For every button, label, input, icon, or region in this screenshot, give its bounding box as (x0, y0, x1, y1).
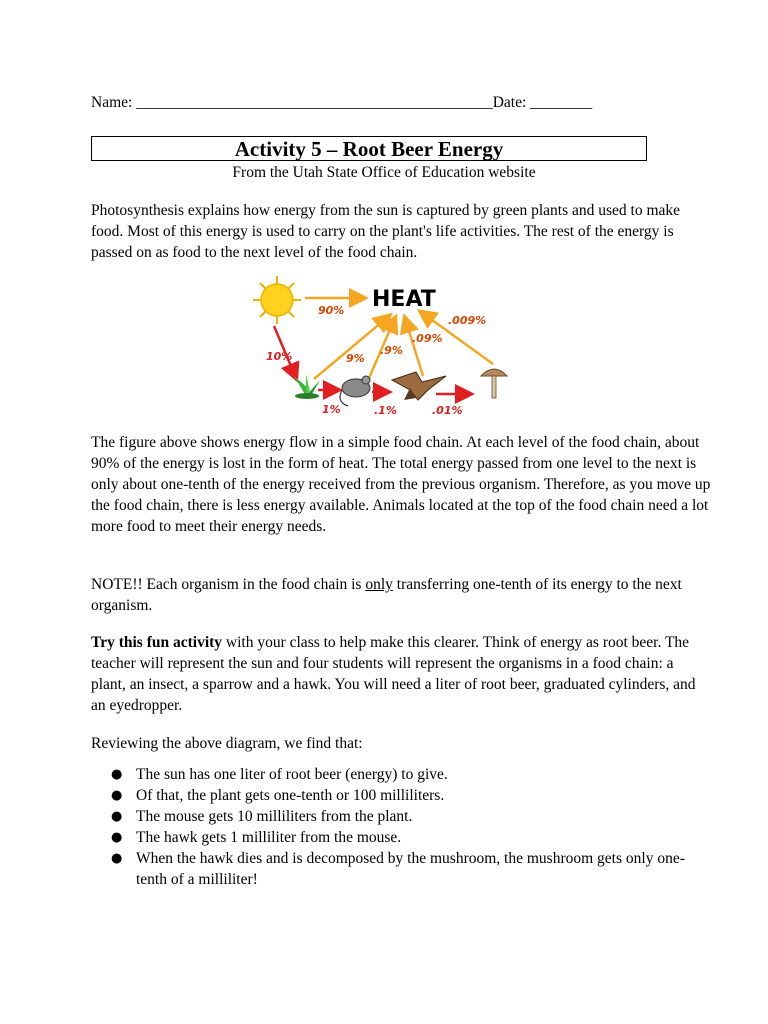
name-label: Name: (91, 94, 133, 111)
name-blank: ______________________________________________ (136, 94, 493, 111)
note-before: NOTE!! Each organism in the food chain is (91, 576, 366, 593)
heat-label: HEAT (372, 287, 436, 312)
label-mushroom-heat: .009% (448, 314, 487, 327)
food-chain-diagram (250, 276, 520, 418)
activity-bold: Try this fun activity (91, 634, 223, 651)
hawk-heat-arrow (405, 318, 423, 376)
label-hawk-mushroom: .01% (432, 404, 463, 417)
list-item: ● When the hawk dies and is decomposed by the mushroom, the mushroom gets only one-tenth of a milliliter! (111, 848, 711, 890)
list-item: ● Of that, the plant gets one-tenth or 100 milliliters. (111, 785, 711, 806)
sun-icon (253, 276, 301, 324)
page-subtitle: From the Utah State Office of Education website (232, 164, 536, 181)
list-item: ● The sun has one liter of root beer (energy) to give. (111, 764, 711, 785)
hawk-icon (392, 372, 446, 400)
mushroom-icon (481, 369, 507, 398)
label-sun-heat: 90% (318, 304, 345, 317)
label-mouse-hawk: .1% (374, 404, 397, 417)
intro-paragraph: Photosynthesis explains how energy from the sun is captured by green plants and used to make food. Most of this energy is used to carry on the plant's life activities. The rest of the energy is passed on as food to the next level of the food chain. (91, 202, 681, 261)
activity-paragraph (91, 632, 711, 716)
page-title: Activity 5 – Root Beer Energy (91, 136, 647, 161)
label-hawk-heat: .09% (412, 332, 443, 345)
mouse-icon (340, 376, 370, 406)
date-blank: ________ (530, 94, 593, 111)
label-plant-heat: 9% (346, 352, 365, 365)
note-underlined: only (365, 576, 393, 593)
plant-heat-arrow (314, 316, 389, 379)
note-paragraph (91, 574, 711, 616)
name-date-line (91, 94, 592, 112)
label-mouse-heat: .9% (380, 344, 403, 357)
review-bullet-list (111, 764, 711, 890)
review-intro: Reviewing the above diagram, we find that: (91, 735, 363, 752)
label-sun-plant: 10% (266, 350, 293, 363)
label-plant-mouse: 1% (322, 403, 341, 416)
activity-rest: with your class to help make this clearer. Think of energy as root beer. The teacher will represent the sun and four students will represent the organisms in a food chain: a plant, an insect, a sparrow and a hawk. You will need a liter of root beer, graduated cylinders, and an eyedropper. (91, 634, 696, 714)
note-after: transferring one-tenth of its energy to the next organism. (91, 576, 682, 614)
date-label: Date: (492, 94, 527, 111)
energy-flow-paragraph: The figure above shows energy flow in a simple food chain. At each level of the food chain, about 90% of the energy is lost in the form of heat. The total energy passed from one level to the next is only about one-tenth of the energy received from the previous organism. Therefore, as you move up the food chain, there is less energy available. Animals located at the top of the food chain need a lot more food to meet their energy needs. (91, 434, 711, 535)
list-item: ● The mouse gets 10 milliliters from the plant. (111, 806, 711, 827)
list-item: ● The hawk gets 1 milliliter from the mouse. (111, 827, 711, 848)
